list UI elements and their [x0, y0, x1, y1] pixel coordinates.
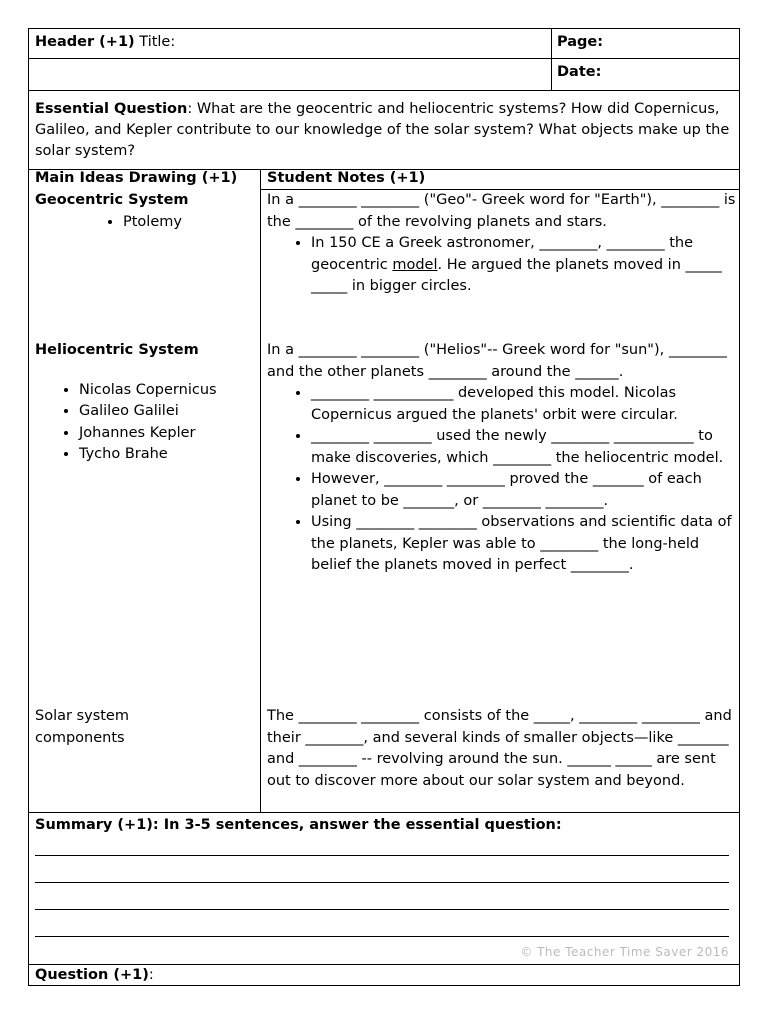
divider	[29, 58, 739, 59]
list-item: • Ptolemy	[123, 212, 257, 234]
essential-question-label: Essential Question	[35, 101, 188, 117]
solar-system-main-idea	[35, 706, 195, 749]
main-ideas-header: Main Ideas Drawing (+1)	[35, 170, 238, 186]
essential-question-text: : What are the geocentric and heliocentric systems? How did Copernicus, Galileo, and Kepler contribute to our knowledge of the solar system? What objects make up the solar system?	[35, 101, 730, 159]
summary-answer-line	[35, 855, 729, 856]
question-label: Question (+1)	[35, 967, 149, 983]
list-item: • Johannes Kepler	[79, 423, 257, 445]
page-label: Page:	[557, 34, 604, 50]
essential-question	[35, 99, 735, 162]
heliocentric-notes	[267, 340, 737, 577]
geocentric-notes-bullet	[311, 233, 737, 298]
divider	[551, 29, 552, 91]
summary-label: Summary (+1)	[35, 817, 153, 833]
date-label: Date:	[557, 64, 602, 80]
geocentric-notes-paragraph: In a ________ ________ ("Geo"- Greek word for "Earth"), ________ is the ________ of the revolving planets and stars.	[267, 192, 736, 230]
heliocentric-notes-paragraph: In a ________ ________ ("Helios"-- Greek word for "sun"), ________ and the other planets ________ around the ______.	[267, 342, 727, 380]
header-title-row	[35, 32, 175, 54]
notes-text: In 150 CE a Greek astronomer, ________, ________ the geocentric	[311, 235, 694, 273]
notes-text: . He argued the planets moved in _____ _____ in bigger circles.	[311, 256, 722, 294]
summary-answer-line	[35, 909, 729, 910]
solar-system-notes	[267, 706, 737, 792]
list-item: • Tycho Brahe	[79, 444, 257, 466]
summary-answer-line	[35, 936, 729, 937]
question-label-row	[35, 965, 154, 987]
question-colon: :	[148, 967, 154, 983]
list-item: • Galileo Galilei	[79, 401, 257, 423]
student-notes-header: Student Notes (+1)	[267, 170, 426, 186]
summary-prompt-text: : In 3-5 sentences, answer the essential question:	[152, 817, 562, 833]
geocentric-heading: Geocentric System	[35, 192, 189, 208]
heliocentric-notes-bullet: • However, ________ ________ proved the _______ of each planet to be _______, or ________ ________.	[311, 469, 737, 512]
list-item: • Nicolas Copernicus	[79, 380, 257, 402]
heliocentric-notes-bullet: • ________ ___________ developed this model. Nicolas Copernicus argued the planets' orbit were circular.	[311, 383, 737, 426]
heliocentric-notes-bullet: • Using ________ ________ observations and scientific data of the planets, Kepler was able to ________ the long-held belief the planets moved in perfect ________.	[311, 512, 737, 577]
notes-worksheet	[28, 28, 740, 986]
solar-system-heading: Solar system components	[35, 708, 129, 746]
heliocentric-heading: Heliocentric System	[35, 342, 199, 358]
geocentric-notes	[267, 190, 737, 298]
underlined-word: model	[392, 256, 438, 273]
heliocentric-main-idea	[35, 340, 257, 466]
summary-answer-line	[35, 882, 729, 883]
divider	[260, 169, 261, 812]
divider	[29, 812, 739, 813]
summary-prompt	[35, 815, 562, 837]
heliocentric-notes-bullet: • ________ ________ used the newly ________ ___________ to make discoveries, which ________ the heliocentric model.	[311, 426, 737, 469]
header-label: Header (+1)	[35, 34, 135, 50]
divider	[29, 90, 739, 91]
solar-system-notes-paragraph: The ________ ________ consists of the _____, ________ ________ and their ________, and several kinds of smaller objects—like _______ and ________ -- revolving around the sun. ______ _____ are sent out to discover more about our solar system and beyond.	[267, 708, 732, 789]
geocentric-main-idea	[35, 190, 257, 233]
copyright-text: © The Teacher Time Saver 2016	[520, 945, 729, 959]
title-label: Title:	[139, 34, 176, 50]
